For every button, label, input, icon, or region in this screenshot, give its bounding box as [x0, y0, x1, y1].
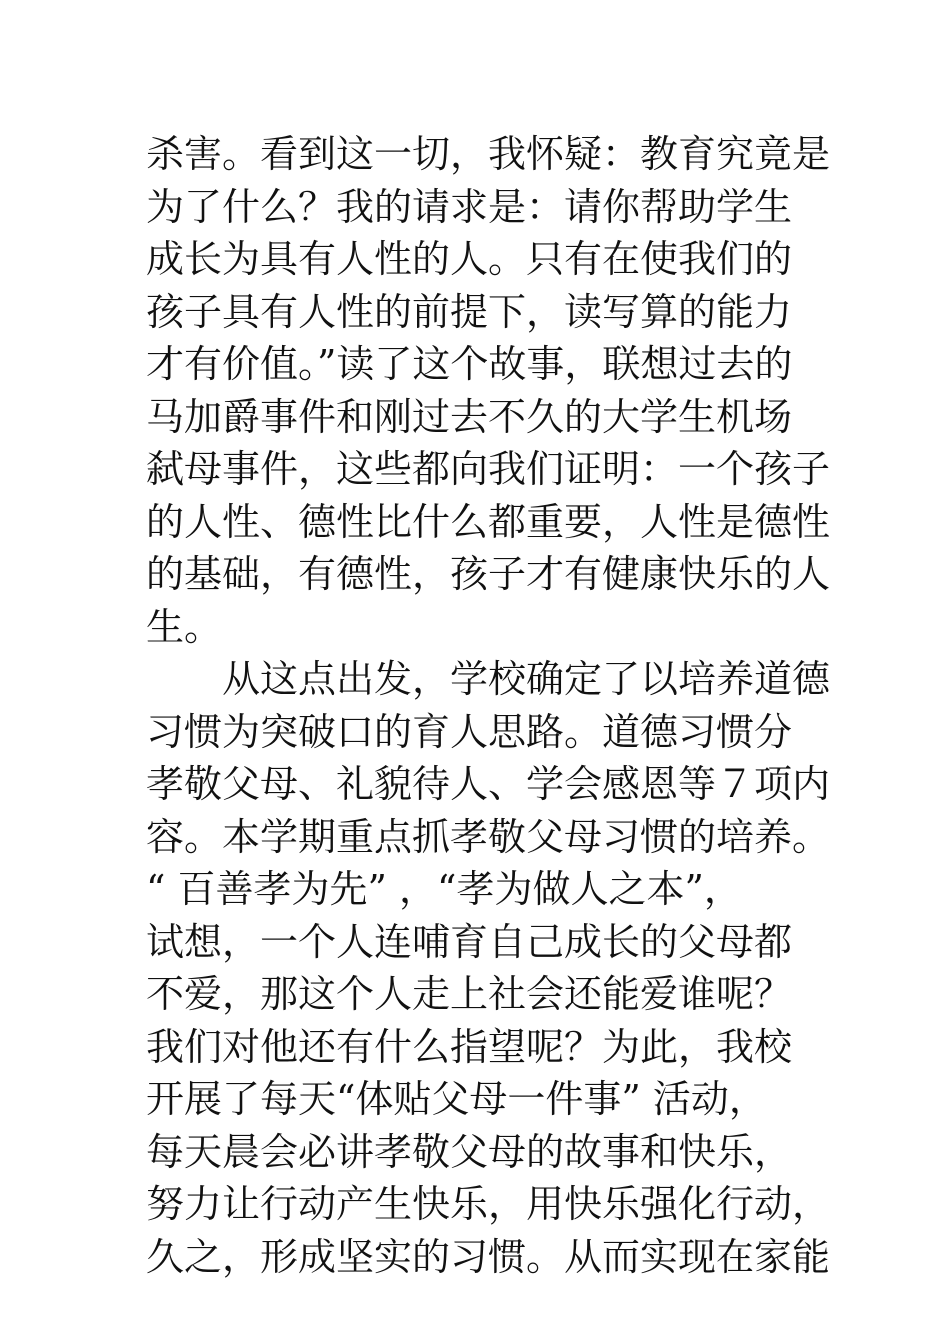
text-line: 孩子具有人性的前提下，读写算的能力	[146, 289, 793, 334]
text-line: 试想，一个人连哺育自己成长的父母都	[146, 919, 793, 964]
text-line: 习惯为突破口的育人思路。道德习惯分	[146, 709, 793, 754]
text-line: 从这点出发，学校确定了以培养道德	[146, 657, 831, 701]
text-line: 才有价值。”读了这个故事，联想过去的	[146, 342, 793, 386]
text-line: 开展了每天“体贴父母一件事” 活动，	[146, 1077, 767, 1121]
body-text	[146, 128, 831, 1283]
text-line: 不爱，那这个人走上社会还能爱谁呢？	[146, 972, 793, 1016]
text-line: 努力让行动产生快乐，用快乐强化行动，	[146, 1182, 831, 1226]
text-line: 杀害。看到这一切，我怀疑：教育究竟是	[146, 132, 831, 176]
text-line: 容。本学期重点抓孝敬父母习惯的培养。	[146, 814, 831, 859]
text-line: 为了什么？我的请求是：请你帮助学生	[146, 184, 793, 229]
text-line: 每天晨会必讲孝敬父母的故事和快乐，	[146, 1129, 793, 1174]
text-line: 孝敬父母、礼貌待人、学会感恩等７项内	[146, 762, 831, 806]
text-line: 生。	[146, 604, 223, 649]
text-line: 的人性、德性比什么都重要，人性是德性	[146, 499, 831, 544]
text-line: 我们对他还有什么指望呢？为此，我校	[146, 1024, 793, 1069]
text-line: 马加爵事件和刚过去不久的大学生机场	[146, 394, 793, 439]
text-line: 的基础，有德性，孩子才有健康快乐的人	[146, 552, 831, 596]
text-line: “ 百善孝为先” ，“孝为做人之本”，	[146, 867, 742, 911]
text-line: 成长为具有人性的人。只有在使我们的	[146, 237, 793, 281]
text-line: 久之，形成坚实的习惯。从而实现在家能	[146, 1234, 831, 1279]
text-line: 弑母事件，这些都向我们证明：一个孩子	[146, 447, 831, 491]
